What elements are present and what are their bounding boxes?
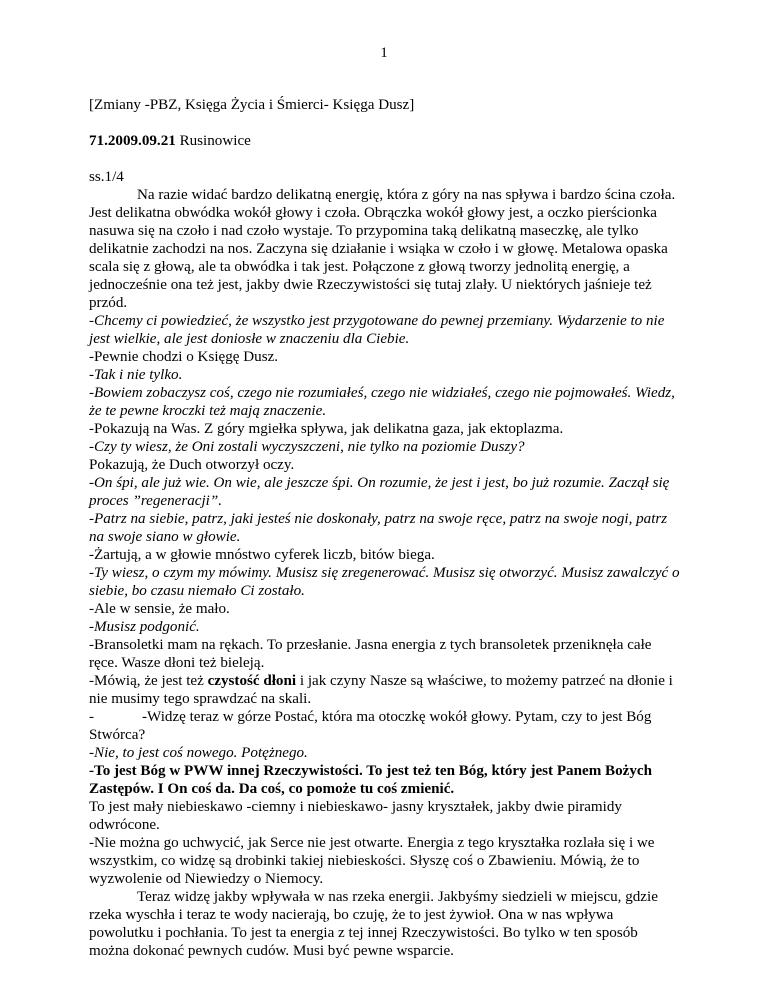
line-1: -Chcemy ci powiedzieć, że wszystko jest przygotowane do pewnej przemiany. Wydarzenie to nie jest wielkie, ale jest doniosłe w znaczeniu dla Ciebie. <box>89 313 665 347</box>
line-2: -Pewnie chodzi o Księgę Dusz. <box>89 349 279 365</box>
line-16 <box>89 708 681 744</box>
line-11: -Ty wiesz, o czym my mówimy. Musisz się zregenerować. Musisz się otworzyć. Musisz zawalczyć o siebie, bo czasu niemało Ci zostało. <box>89 565 680 599</box>
line-15-c: i jak czyny Nasze są właściwe, to możemy patrzeć na dłonie i nie musimy tego sprawdzać na skali. <box>89 673 673 707</box>
entry-id: 71.2009.09.21 <box>89 133 176 149</box>
spacer <box>89 114 681 132</box>
entry-heading <box>89 132 681 150</box>
line-18: -To jest Bóg w PWW innej Rzeczywistości. To jest też ten Bóg, który jest Panem Bożych Zastępów. I On coś da. Da coś, co pomoże tu coś zmienić. <box>89 763 652 797</box>
line-15 <box>89 672 681 708</box>
line-10: -Żartują, a w głowie mnóstwo cyferek liczb, bitów biega. <box>89 547 435 563</box>
line-16-text: -Widzę teraz w górze Postać, która ma otoczkę wokół głowy. Pytam, czy to jest Bóg Stwórca? <box>89 709 652 743</box>
line-14: -Bransoletki mam na rękach. To przesłanie. Jasna energia z tych bransoletek przeniknęła całe ręce. Wasze dłoni też bieleją. <box>89 637 652 671</box>
line-15-a: -Mówią, że jest też <box>89 673 208 689</box>
line-5: -Pokazują na Was. Z góry mgiełka spływa, jak delikatna gaza, jak ektoplazma. <box>89 421 564 437</box>
spacer <box>89 150 681 168</box>
line-8: -On śpi, ale już wie. On wie, ale jeszcze śpi. On rozumie, że jest i jest, bo już rozumie. Zaczął się proces ”regeneracji”. <box>89 475 670 509</box>
line-9: -Patrz na siebie, patrz, jaki jesteś nie doskonały, patrz na swoje ręce, patrz na swoje nogi, patrz na swoje siano w głowie. <box>89 511 668 545</box>
line-13: -Musisz podgonić. <box>89 619 200 635</box>
line-19: To jest mały niebieskawo -ciemny i niebieskawo- jasny kryształek, jakby dwie piramidy odwrócone. <box>89 799 622 833</box>
page-number: 1 <box>380 45 388 61</box>
document-body <box>89 96 681 960</box>
line-3: -Tak i nie tylko. <box>89 367 183 383</box>
section-ref: ss.1/4 <box>89 169 124 185</box>
line-15-bold: czystość dłoni <box>207 673 297 689</box>
line-16-dash: - <box>89 709 95 725</box>
document-header: [Zmiany -PBZ, Księga Życia i Śmierci- Księga Dusz] <box>89 97 415 113</box>
line-7: Pokazują, że Duch otworzył oczy. <box>89 457 295 473</box>
entry-place: Rusinowice <box>175 133 251 149</box>
line-20: -Nie można go uchwycić, jak Serce nie jest otwarte. Energia z tego kryształka rozlała się i we wszystkim, co widzę są drobinki takiej niebieskości. Słyszę coś o Zbawieniu. Mówią, że to wyzwolenie od Niewiedzy o Niemocy. <box>89 835 655 887</box>
line-12: -Ale w sensie, że mało. <box>89 601 230 617</box>
paragraph-2: Teraz widzę jakby wpływała w nas rzeka energii. Jakbyśmy siedzieli w miejscu, gdzie rzeka wyschła i teraz te wody nacierają, bo czuję, że to jest żywioł. Ona w nas wpływa powolutku i pochłania. To jest ta energia z tej innej Rzeczywistości. Bo tylko w ten sposób można dokonać pewnych cudów. Musi być pewne wsparcie. <box>89 889 658 959</box>
line-4: -Bowiem zobaczysz coś, czego nie rozumiałeś, czego nie widziałeś, czego nie pojmowałeś. Wiedz, że te pewne kroczki też mają znaczenie. <box>89 385 675 419</box>
paragraph-1: Na razie widać bardzo delikatną energię, która z góry na nas spływa i bardzo ścina czoła. Jest delikatna obwódka wokół głowy i czoła. Obrączka wokół głowy jest, a oczko pierścionka nasuwa się na czoło i nad czoło wystaje. To przypomina taką delikatną maseczkę, ale tylko delikatnie zachodzi na nos. Zaczyna się działanie i wsiąka w czoło i w głowę. Metalowa opaska scala się z głową, ale ta obwódka i tak jest. Połączone z głową tworzy jednolitą energię, a jednocześnie ona też jest, jakby dwie Rzeczywistości się tutaj zlały. U niektórych jaśnieje też przód. <box>89 187 676 311</box>
line-17: -Nie, to jest coś nowego. Potężnego. <box>89 745 308 761</box>
line-6: -Czy ty wiesz, że Oni zostali wyczyszczeni, nie tylko na poziomie Duszy? <box>89 439 525 455</box>
